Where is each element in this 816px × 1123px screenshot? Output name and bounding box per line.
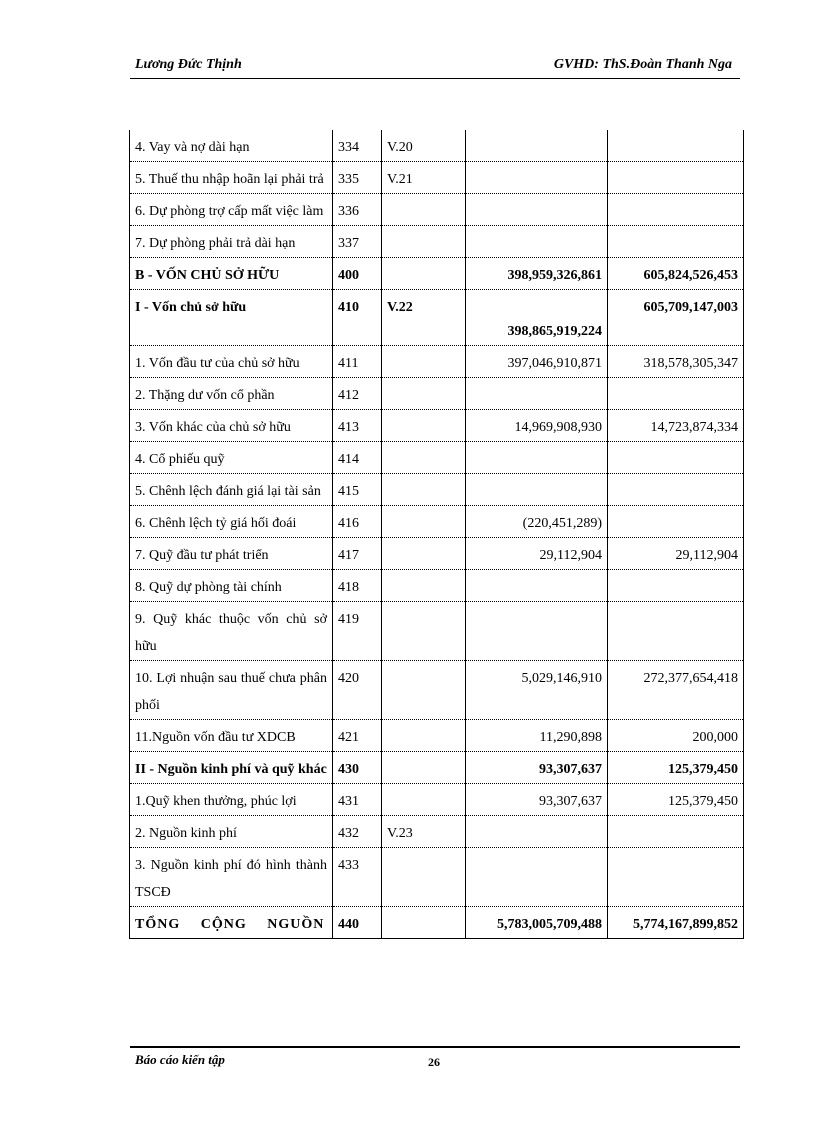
item-note xyxy=(382,346,466,378)
previous-value: 29,112,904 xyxy=(608,538,744,570)
item-code: 431 xyxy=(333,784,382,816)
item-note: V.22 xyxy=(382,290,466,346)
current-value xyxy=(466,194,608,226)
page-number: 26 xyxy=(428,1055,440,1069)
previous-value xyxy=(608,226,744,258)
item-code: 430 xyxy=(333,752,382,784)
item-name: 5. Thuế thu nhập hoãn lại phải trả xyxy=(130,162,333,194)
footer-report-title: Báo cáo kiến tập xyxy=(135,1052,225,1067)
current-value xyxy=(466,162,608,194)
previous-value: 125,379,450 xyxy=(608,784,744,816)
current-value xyxy=(466,602,608,661)
item-name: 1.Quỹ khen thưởng, phúc lợi xyxy=(130,784,333,816)
item-code: 410 xyxy=(333,290,382,346)
item-note xyxy=(382,784,466,816)
item-name: TỔNG CỘNG NGUỒN xyxy=(130,907,333,939)
item-note xyxy=(382,602,466,661)
item-name: 5. Chênh lệch đánh giá lại tài sản xyxy=(130,474,333,506)
item-note xyxy=(382,226,466,258)
item-name: 7. Dự phòng phải trả dài hạn xyxy=(130,226,333,258)
item-code: 419 xyxy=(333,602,382,661)
item-name: 2. Nguồn kinh phí xyxy=(130,816,333,848)
table-row xyxy=(130,442,744,474)
item-note xyxy=(382,506,466,538)
item-code: 334 xyxy=(333,130,382,162)
current-value: 397,046,910,871 xyxy=(466,346,608,378)
item-name: 10. Lợi nhuận sau thuế chưa phân phối xyxy=(130,661,333,720)
table-row xyxy=(130,378,744,410)
table-row xyxy=(130,162,744,194)
item-name: 2. Thặng dư vốn cổ phần xyxy=(130,378,333,410)
current-value: 398,959,326,861 xyxy=(466,258,608,290)
item-name: 3. Vốn khác của chủ sở hữu xyxy=(130,410,333,442)
item-name: 4. Cổ phiếu quỹ xyxy=(130,442,333,474)
table-row xyxy=(130,346,744,378)
table-row xyxy=(130,816,744,848)
table-row xyxy=(130,661,744,720)
item-code: 411 xyxy=(333,346,382,378)
item-name: 6. Dự phòng trợ cấp mất việc làm xyxy=(130,194,333,226)
item-code: 416 xyxy=(333,506,382,538)
item-note: V.20 xyxy=(382,130,466,162)
item-name: II - Nguồn kinh phí và quỹ khác xyxy=(130,752,333,784)
table-row xyxy=(130,410,744,442)
item-name: 6. Chênh lệch tỷ giá hối đoái xyxy=(130,506,333,538)
item-code: 432 xyxy=(333,816,382,848)
previous-value: 200,000 xyxy=(608,720,744,752)
current-value xyxy=(466,130,608,162)
previous-value xyxy=(608,442,744,474)
item-name: 9. Quỹ khác thuộc vốn chủ sở hữu xyxy=(130,602,333,661)
item-name: 7. Quỹ đầu tư phát triển xyxy=(130,538,333,570)
current-value: 93,307,637 xyxy=(466,784,608,816)
item-code: 415 xyxy=(333,474,382,506)
item-name: 4. Vay và nợ dài hạn xyxy=(130,130,333,162)
current-value: 5,783,005,709,488 xyxy=(466,907,608,939)
table-row xyxy=(130,907,744,939)
item-name: 8. Quỹ dự phòng tài chính xyxy=(130,570,333,602)
item-code: 433 xyxy=(333,848,382,907)
table-row xyxy=(130,570,744,602)
item-code: 418 xyxy=(333,570,382,602)
current-value xyxy=(466,848,608,907)
item-code: 417 xyxy=(333,538,382,570)
current-value xyxy=(466,442,608,474)
table-row xyxy=(130,226,744,258)
current-value xyxy=(466,474,608,506)
item-note: V.21 xyxy=(382,162,466,194)
item-code: 440 xyxy=(333,907,382,939)
current-value: 11,290,898 xyxy=(466,720,608,752)
table-row xyxy=(130,784,744,816)
previous-value xyxy=(608,130,744,162)
current-value: 398,865,919,224 xyxy=(466,290,608,346)
item-name: B - VỐN CHỦ SỞ HỮU xyxy=(130,258,333,290)
item-code: 400 xyxy=(333,258,382,290)
previous-value xyxy=(608,570,744,602)
current-value xyxy=(466,816,608,848)
item-note xyxy=(382,378,466,410)
previous-value: 272,377,654,418 xyxy=(608,661,744,720)
table-row xyxy=(130,194,744,226)
previous-value xyxy=(608,848,744,907)
item-note xyxy=(382,720,466,752)
previous-value: 14,723,874,334 xyxy=(608,410,744,442)
footer-rule xyxy=(130,1046,740,1048)
item-name: I - Vốn chủ sở hữu xyxy=(130,290,333,346)
table-row xyxy=(130,130,744,162)
item-name: 1. Vốn đầu tư của chủ sở hữu xyxy=(130,346,333,378)
table-row xyxy=(130,258,744,290)
current-value: 29,112,904 xyxy=(466,538,608,570)
current-value: (220,451,289) xyxy=(466,506,608,538)
item-note xyxy=(382,848,466,907)
item-note xyxy=(382,752,466,784)
item-note xyxy=(382,410,466,442)
previous-value xyxy=(608,378,744,410)
table-row xyxy=(130,474,744,506)
previous-value: 605,824,526,453 xyxy=(608,258,744,290)
item-code: 414 xyxy=(333,442,382,474)
table-row xyxy=(130,538,744,570)
table-row xyxy=(130,752,744,784)
previous-value: 318,578,305,347 xyxy=(608,346,744,378)
previous-value xyxy=(608,194,744,226)
item-note xyxy=(382,194,466,226)
item-note xyxy=(382,538,466,570)
item-code: 421 xyxy=(333,720,382,752)
item-code: 420 xyxy=(333,661,382,720)
header-supervisor: GVHD: ThS.Đoàn Thanh Nga xyxy=(553,57,732,72)
item-note: V.23 xyxy=(382,816,466,848)
table-row xyxy=(130,602,744,661)
current-value: 14,969,908,930 xyxy=(466,410,608,442)
previous-value: 125,379,450 xyxy=(608,752,744,784)
balance-sheet-table xyxy=(129,130,744,939)
item-code: 337 xyxy=(333,226,382,258)
item-code: 336 xyxy=(333,194,382,226)
item-note xyxy=(382,570,466,602)
item-note xyxy=(382,907,466,939)
table-row xyxy=(130,506,744,538)
current-value xyxy=(466,226,608,258)
item-name: 11.Nguồn vốn đầu tư XDCB xyxy=(130,720,333,752)
previous-value xyxy=(608,602,744,661)
item-note xyxy=(382,661,466,720)
header-author: Lương Đức Thịnh xyxy=(135,57,242,72)
current-value xyxy=(466,570,608,602)
previous-value: 605,709,147,003 xyxy=(608,290,744,346)
table-row xyxy=(130,848,744,907)
item-code: 413 xyxy=(333,410,382,442)
table-row xyxy=(130,290,744,346)
previous-value xyxy=(608,506,744,538)
previous-value xyxy=(608,162,744,194)
item-note xyxy=(382,258,466,290)
table-row xyxy=(130,720,744,752)
item-note xyxy=(382,442,466,474)
item-name: 3. Nguồn kinh phí đó hình thành TSCĐ xyxy=(130,848,333,907)
previous-value xyxy=(608,816,744,848)
item-code: 412 xyxy=(333,378,382,410)
current-value: 93,307,637 xyxy=(466,752,608,784)
current-value xyxy=(466,378,608,410)
current-value: 5,029,146,910 xyxy=(466,661,608,720)
previous-value: 5,774,167,899,852 xyxy=(608,907,744,939)
previous-value xyxy=(608,474,744,506)
item-note xyxy=(382,474,466,506)
item-code: 335 xyxy=(333,162,382,194)
header-rule xyxy=(130,78,740,79)
